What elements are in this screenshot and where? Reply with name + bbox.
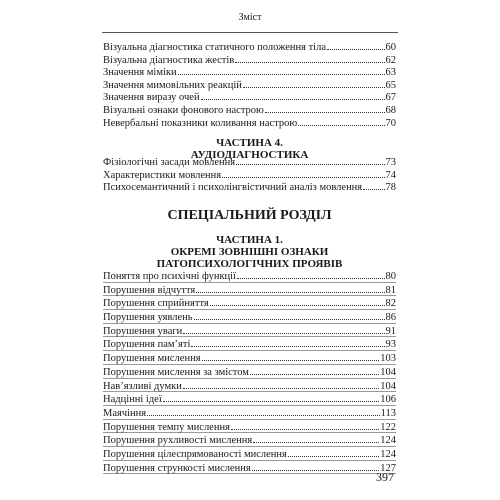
toc-entry	[103, 155, 396, 168]
toc-entry-title: Порушення рухливості мислення	[103, 435, 253, 447]
toc-leader-dots	[235, 53, 384, 63]
toc-leader-dots	[163, 392, 380, 402]
toc-leader-dots	[237, 269, 385, 279]
toc-entry-page: 104	[380, 366, 396, 378]
toc-entry-page: 93	[385, 339, 396, 351]
toc-entry	[103, 351, 396, 365]
toc-entry-title: Поняття про психічні функції	[103, 271, 236, 282]
toc-entry	[103, 283, 396, 297]
toc-leader-dots	[202, 351, 380, 361]
toc-entry-title: Невербальні показники коливання настрою	[103, 117, 298, 129]
toc-entry	[103, 90, 396, 103]
toc-entry-title: Порушення цілеспрямованості мислення	[103, 448, 287, 460]
toc-entry	[103, 168, 396, 181]
toc-leader-dots	[252, 461, 379, 471]
toc-entry	[103, 53, 396, 66]
toc-list-part1	[103, 269, 396, 474]
toc-entry	[103, 420, 396, 434]
toc-entry	[103, 116, 396, 129]
toc-entry	[103, 103, 396, 116]
toc-entry-page: 124	[380, 448, 396, 460]
toc-entry-title: Порушення мислення	[103, 353, 201, 365]
toc-entry-title: Порушення уявлень	[103, 312, 193, 324]
special-section-title: СПЕЦІАЛЬНИЙ РОЗДІЛ	[167, 208, 332, 223]
toc-entry	[103, 433, 396, 447]
toc-entry-page: 124	[380, 435, 396, 447]
part4-heading-line1: ЧАСТИНА 4.	[216, 137, 283, 149]
toc-entry-page: 103	[380, 353, 396, 365]
toc-entry	[103, 296, 396, 310]
toc-leader-dots	[194, 310, 385, 320]
toc-entry-page: 78	[385, 182, 396, 194]
toc-entry-title: Фізіологічні засади мовлення	[103, 157, 236, 168]
toc-entry-title: Порушення стрункості мислення	[103, 462, 251, 474]
toc-leader-dots	[210, 296, 385, 306]
part1-heading-line2: ОКРЕМІ ЗОВНІШНІ ОЗНАКИ	[170, 246, 329, 258]
toc-entry-page: 68	[385, 104, 396, 116]
toc-entry-title: Візуальна діагностика статичного положення тіла	[103, 42, 326, 53]
toc-entry-title: Надцінні ідеї	[103, 394, 162, 406]
page-number: 397	[376, 470, 394, 484]
toc-entry	[103, 65, 396, 78]
toc-entry-page: 127	[380, 462, 396, 474]
toc-entry-page: 70	[385, 117, 396, 129]
toc-entry-title: Візуальні ознаки фонового настрою	[103, 104, 264, 116]
toc-entry-page: 81	[385, 284, 396, 296]
toc-entry-page: 67	[385, 92, 396, 104]
toc-entry-title: Характеристики мовлення	[103, 169, 222, 181]
toc-leader-dots	[178, 65, 385, 75]
toc-entry-title: Порушення темпу мислення	[103, 421, 230, 433]
toc-leader-dots	[183, 379, 379, 389]
toc-entry-title: Значення мимовільних реакцій	[103, 79, 242, 91]
toc-entry	[103, 406, 396, 420]
toc-leader-dots	[222, 168, 384, 178]
toc-leader-dots	[147, 406, 380, 416]
toc-leader-dots	[243, 78, 385, 88]
part1-heading-line1: ЧАСТИНА 1.	[216, 234, 283, 246]
part1-heading-line3: ПАТОПСИХОЛОГІЧНИХ ПРОЯВІВ	[156, 258, 343, 270]
toc-entry-page: 82	[385, 298, 396, 310]
toc-entry	[103, 379, 396, 393]
toc-entry-page: 91	[385, 325, 396, 337]
toc-leader-dots	[265, 103, 385, 113]
toc-leader-dots	[288, 447, 379, 457]
toc-entry	[103, 40, 396, 53]
toc-entry	[103, 447, 396, 461]
toc-entry-page: 65	[385, 79, 396, 91]
toc-entry	[103, 337, 396, 351]
toc-entry-page: 74	[385, 169, 396, 181]
toc-entry-title: Порушення мислення за змістом	[103, 366, 249, 378]
toc-entry-title: Порушення сприйняття	[103, 298, 209, 310]
toc-entry-page: 60	[385, 42, 396, 53]
toc-leader-dots	[231, 420, 379, 430]
part4-heading-line2: АУДІОДІАГНОСТИКА	[190, 149, 309, 161]
toc-list-part4	[103, 155, 396, 193]
toc-leader-dots	[236, 155, 384, 165]
toc-entry	[103, 461, 396, 475]
toc-entry-page: 73	[385, 157, 396, 168]
toc-entry-title: Нав’язливі думки	[103, 380, 182, 392]
toc-entry-title: Порушення відчуття	[103, 284, 196, 296]
toc-entry-title: Значення міміки	[103, 67, 177, 79]
toc-leader-dots	[196, 283, 384, 293]
toc-entry-page: 62	[385, 54, 396, 66]
toc-entry	[103, 392, 396, 406]
toc-entry	[103, 78, 396, 91]
toc-entry-title: Візуальна діагностика жестів	[103, 54, 235, 66]
toc-leader-dots	[201, 90, 385, 100]
toc-list-part-a	[103, 40, 396, 128]
toc-entry-page: 106	[380, 394, 396, 406]
toc-leader-dots	[250, 365, 379, 375]
toc-leader-dots	[363, 180, 384, 190]
toc-entry-page: 122	[380, 421, 396, 433]
toc-entry-title: Порушення пам’яті	[103, 339, 191, 351]
toc-leader-dots	[298, 116, 384, 126]
toc-entry-title: Маячіння	[103, 407, 147, 419]
toc-entry-page: 86	[385, 312, 396, 324]
toc-entry	[103, 310, 396, 324]
running-header: Зміст	[238, 12, 262, 23]
toc-leader-dots	[327, 40, 385, 50]
toc-leader-dots	[253, 433, 379, 443]
toc-entry	[103, 324, 396, 338]
toc-entry-title: Порушення уваги	[103, 325, 183, 337]
toc-entry-title: Психосемантичний і психолінгвістичний аналіз мовлення	[103, 182, 363, 194]
toc-entry-page: 63	[385, 67, 396, 79]
toc-entry-page: 113	[380, 407, 396, 419]
toc-entry	[103, 365, 396, 379]
toc-entry-page: 80	[385, 271, 396, 282]
toc-leader-dots	[191, 337, 384, 347]
toc-leader-dots	[183, 324, 384, 334]
header-rule	[102, 32, 398, 33]
toc-entry-title: Значення виразу очей	[103, 92, 200, 104]
toc-entry	[103, 269, 396, 283]
toc-entry	[103, 180, 396, 193]
toc-entry-page: 104	[380, 380, 396, 392]
